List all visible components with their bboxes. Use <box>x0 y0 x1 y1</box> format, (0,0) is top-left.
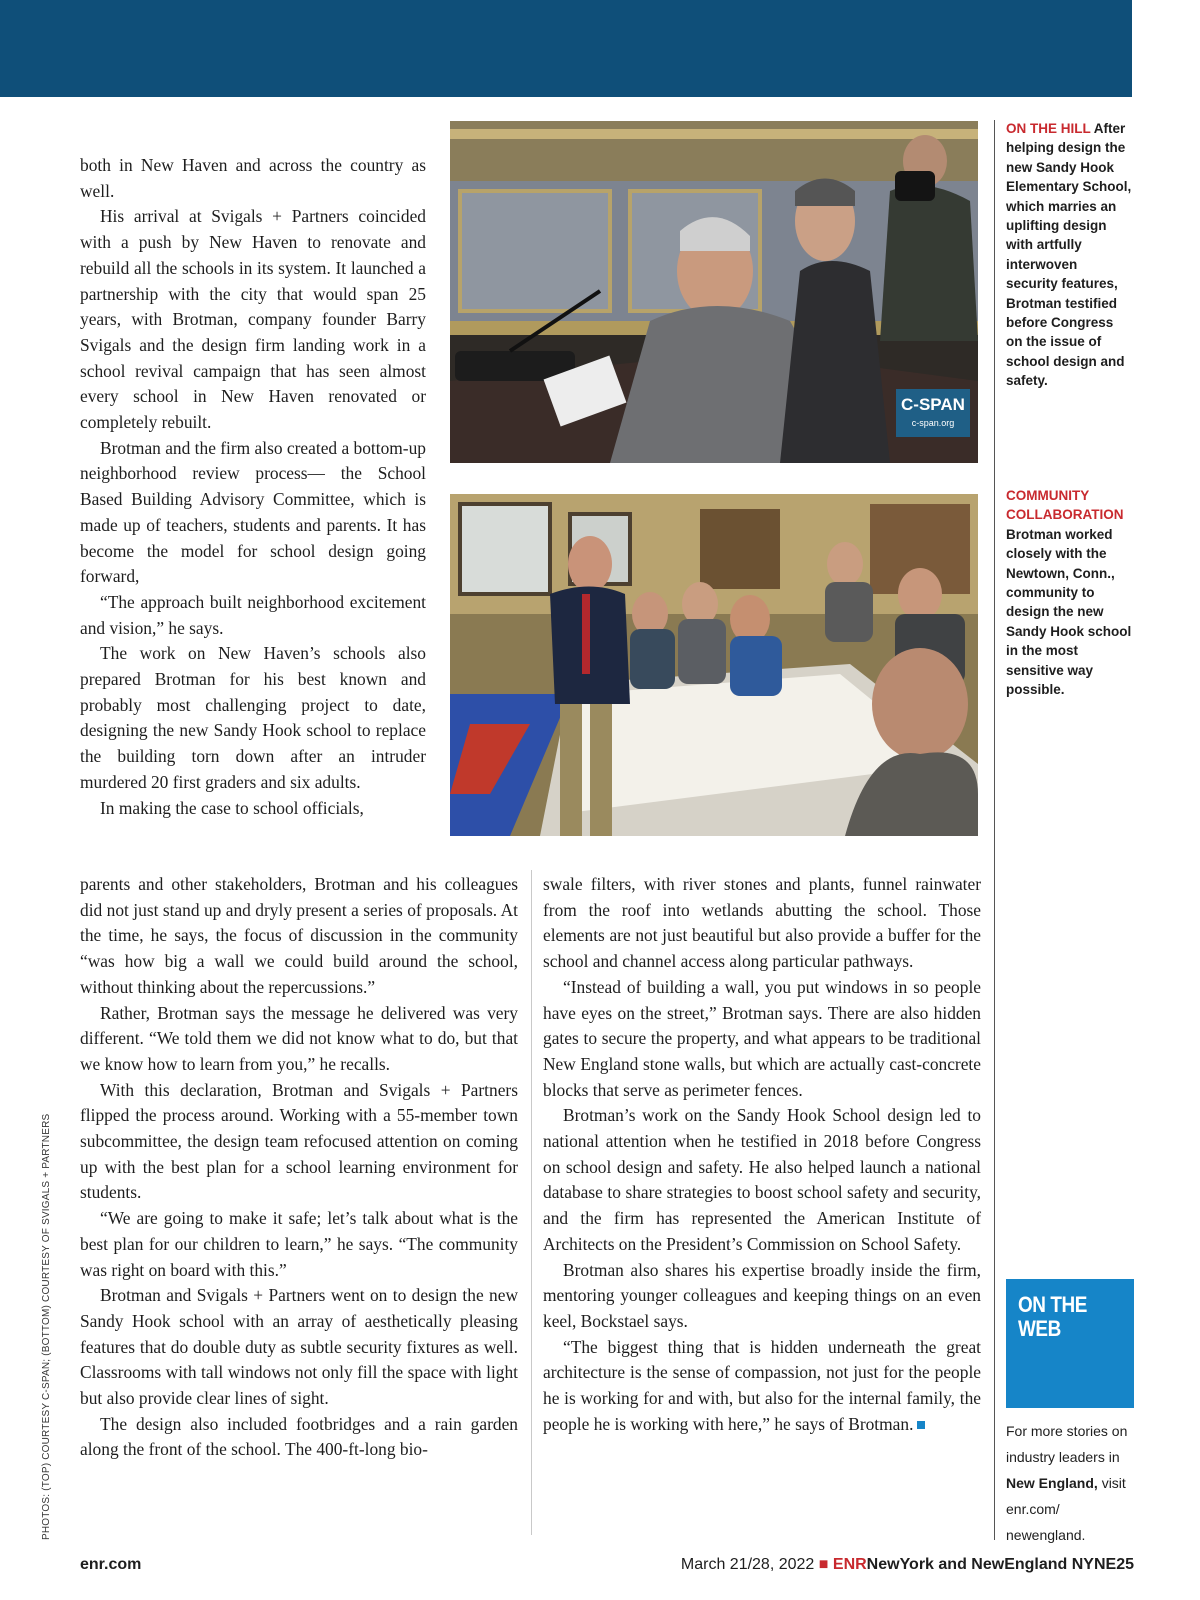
footer-region: NewYork and NewEngland <box>866 1556 1068 1573</box>
on-the-web-box[interactable] <box>1006 1279 1134 1408</box>
on-the-web-intro: For more stories on industry leaders in <box>1006 1423 1128 1465</box>
caption-bottom <box>1006 486 1132 699</box>
caption-kicker: ON THE HILL <box>1006 121 1091 136</box>
hearing-photo <box>450 121 978 463</box>
caption-text: After helping design the new Sandy Hook Elementary School, which marries an uplifting design with artfully interwoven security features, Brotman testified before Congress on the issue of school design and safety. <box>1006 121 1132 389</box>
on-the-web-link[interactable]: visit enr.com/ newengland. <box>1006 1475 1126 1543</box>
paragraph: parents and other stakeholders, Brotman and his colleagues did not just stand up and dryly present a series of proposals. At the time, he says, the focus of discussion in the community “was how big a wall we could build around the school, without thinking about the repercussions.” <box>80 874 518 997</box>
paragraph-text: “The biggest thing that is hidden underneath the great architecture is the sense of compassion, not just for the people he is working for and with, but also for the internal family, the people he is working with here,” he says of Brotman. <box>543 1336 981 1434</box>
paragraph: His arrival at Svigals + Partners coincided with a push by New Haven to renovate and rebuild all the schools in its system. It launched a partnership with the city that would span 25 years, with Brotman, company founder Barry Svigals and the design firm landing work in a school revival campaign that has seen almost every school in New Haven renovated or completely rebuilt. <box>80 206 426 433</box>
article-column-2 <box>543 872 981 1437</box>
paragraph: swale filters, with river stones and plants, funnel rainwater from the roof into wetlands abutting the school. Those elements are not just beautiful but also provide a buffer for the school and channel access along particular pathways. <box>543 874 981 972</box>
paragraph: Rather, Brotman says the message he delivered was very different. “We told them we did not know what to do, but that we know how to learn from you,” he recalls. <box>80 1002 518 1074</box>
paragraph: The work on New Haven’s schools also prepared Brotman for his best known and probably most challenging project to date, designing the new Sandy Hook school to replace the building torn down after an intruder murdered 20 first graders and six adults. <box>80 643 426 792</box>
paragraph: “The approach built neighborhood excitement and vision,” he says. <box>80 591 426 638</box>
caption-top <box>1006 119 1132 391</box>
footer-site[interactable]: enr.com <box>80 1556 142 1573</box>
footer-folio <box>681 1556 1134 1574</box>
caption-kicker: COMMUNITY COLLABORATION <box>1006 488 1124 523</box>
article-column-1-top <box>80 153 426 821</box>
column-divider <box>531 870 532 1535</box>
cspan-logo-url: c-span.org <box>911 418 955 428</box>
footer-page-number: NYNE25 <box>1071 1556 1134 1573</box>
photo-credit: PHOTOS: (TOP) COURTESY C-SPAN; (BOTTOM) COURTESY OF SVIGALS + PARTNERS <box>41 1113 52 1540</box>
cspan-logo-text: C-SPAN <box>901 395 965 414</box>
paragraph: “We are going to make it safe; let’s talk about what is the best plan for our children to learn,” he says. “The community was right on board with this.” <box>80 1208 518 1280</box>
paragraph: In making the case to school officials, <box>100 797 364 818</box>
paragraph: Brotman’s work on the Sandy Hook School design led to national attention when he testified in 2018 before Congress on school design and safety. He also helped launch a national database to share strategies to boost school safety and security, and the firm has represented the American Institute of Architects on the President’s Commission on School Safety. <box>543 1105 981 1254</box>
article-column-1-bottom <box>80 872 518 1463</box>
paragraph: Brotman and Svigals + Partners went on to design the new Sandy Hook school with an array of aesthetically pleasing features that do double duty as subtle security fixtures as well. Classrooms with tall windows not only fill the space with light but also provide clear lines of sight. <box>80 1285 518 1409</box>
paragraph: Brotman and the firm also created a bottom-up neighborhood review process— the School Based Building Advisory Committee, which is made up of teachers, students and parents. It has become the model for school design going forward, <box>80 437 426 587</box>
on-the-web-text <box>1006 1418 1136 1548</box>
on-the-web-region: New England, <box>1006 1475 1098 1491</box>
on-the-web-title: ON THE WEB <box>1018 1292 1087 1341</box>
paragraph: Brotman also shares his expertise broadly inside the firm, mentoring younger colleagues and keeping things on an even keel, Bockstael says. <box>543 1259 981 1331</box>
footer-bullet: ■ <box>818 1556 829 1573</box>
paragraph <box>543 1335 981 1438</box>
community-meeting-photo <box>450 494 978 836</box>
footer-brand: ENR <box>832 1556 867 1573</box>
paragraph: The design also included footbridges and a rain garden along the front of the school. The 400-ft-long bio- <box>80 1413 518 1460</box>
sidebar-divider <box>994 120 995 1540</box>
caption-text: Brotman worked closely with the Newtown, Conn., community to design the new Sandy Hook school in the most sensitive way possible. <box>1006 526 1132 698</box>
end-mark-icon <box>917 1421 925 1429</box>
footer-date: March 21/28, 2022 <box>680 1556 815 1573</box>
paragraph: “Instead of building a wall, you put windows in so people have eyes on the street,” Brotman says. There are also hidden gates to secure the property, and what appears to be traditional New England stone walls, but which are actually cast-concrete blocks that serve as perimeter fences. <box>543 976 981 1100</box>
cspan-logo <box>896 389 970 437</box>
header-bar <box>0 0 1132 97</box>
paragraph: both in New Haven and across the country as well. <box>80 155 426 201</box>
paragraph: With this declaration, Brotman and Svigals + Partners flipped the process around. Working with a 55-member town subcommittee, the design team refocused attention on coming up with the best plan for a school learning environment for students. <box>80 1079 518 1203</box>
